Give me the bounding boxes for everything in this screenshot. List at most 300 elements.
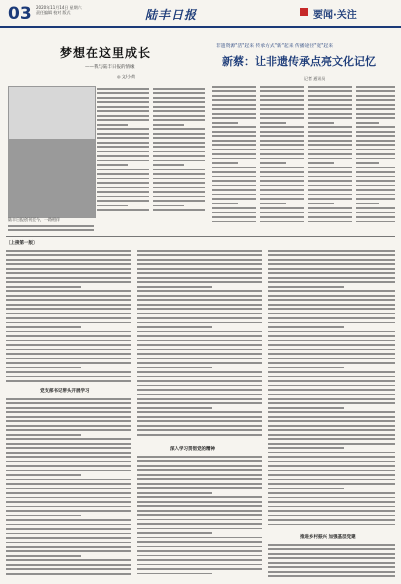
text-line (268, 317, 395, 319)
left-text-column-0 (8, 225, 94, 234)
text-line (6, 524, 131, 526)
text-line (6, 533, 131, 535)
text-line (308, 221, 352, 223)
text-line (268, 335, 395, 337)
text-line (212, 108, 256, 110)
text-line (260, 207, 304, 209)
text-line (268, 349, 395, 351)
text-line (97, 200, 149, 202)
text-line (268, 575, 395, 577)
text-line (260, 180, 304, 182)
text-line (137, 474, 262, 476)
text-line (268, 367, 344, 369)
text-line (6, 425, 131, 427)
text-line (268, 452, 395, 454)
text-line (268, 470, 395, 472)
text-line (356, 185, 395, 187)
text-line (153, 164, 184, 166)
text-line (308, 104, 352, 106)
text-line (260, 153, 304, 155)
text-line (137, 496, 262, 498)
text-line (356, 90, 395, 92)
text-line (6, 308, 131, 310)
text-line (260, 99, 304, 101)
text-line (308, 95, 352, 97)
text-line (8, 225, 94, 227)
text-line (268, 566, 395, 568)
text-line (97, 151, 149, 153)
text-line (153, 191, 205, 193)
text-line (356, 108, 395, 110)
issue-date (36, 5, 82, 15)
text-line (6, 488, 131, 490)
text-line (153, 205, 184, 207)
text-line (137, 469, 262, 471)
text-line (6, 497, 131, 499)
text-line (356, 86, 395, 88)
photo-caption: 陆丰日报创刊至今，一路相伴 (8, 217, 60, 222)
text-line (6, 479, 131, 481)
text-line (137, 389, 262, 391)
text-line (308, 167, 352, 169)
lower-subhead-2: 深入学习贯彻党的精神 (170, 447, 215, 452)
right-text-column-3 (308, 86, 352, 225)
text-line (8, 229, 94, 231)
text-line (97, 115, 149, 117)
text-line (97, 178, 149, 180)
text-line (6, 259, 131, 261)
text-line (260, 216, 304, 218)
text-line (308, 149, 352, 151)
text-line (268, 420, 395, 422)
text-line (6, 416, 131, 418)
text-line (97, 137, 149, 139)
text-line (6, 371, 131, 373)
text-line (137, 510, 262, 512)
text-line (6, 254, 131, 256)
text-line (268, 461, 395, 463)
text-line (260, 131, 304, 133)
text-line (260, 149, 304, 151)
text-line (137, 322, 262, 324)
text-line (6, 349, 131, 351)
text-line (356, 104, 395, 106)
text-line (153, 169, 205, 171)
text-line (137, 411, 262, 413)
text-line (137, 277, 262, 279)
text-line (268, 510, 395, 512)
text-line (6, 281, 131, 283)
text-line (137, 460, 262, 462)
text-line (356, 167, 395, 169)
text-line (6, 313, 131, 315)
text-line (268, 308, 395, 310)
text-line (6, 461, 131, 463)
text-line (212, 131, 256, 133)
text-line (308, 212, 352, 214)
text-line (137, 308, 262, 310)
text-line (6, 299, 131, 301)
text-line (137, 263, 262, 265)
text-line (212, 207, 256, 209)
text-line (268, 429, 395, 431)
text-line (260, 221, 304, 223)
text-line (356, 149, 395, 151)
text-line (308, 126, 352, 128)
text-line (6, 326, 81, 328)
text-line (137, 250, 262, 252)
text-line (137, 420, 262, 422)
text-line (6, 474, 81, 476)
text-line (153, 115, 205, 117)
text-line (137, 492, 212, 494)
text-line (308, 171, 352, 173)
text-line (137, 398, 262, 400)
text-line (6, 429, 131, 431)
text-line (6, 519, 131, 521)
text-line (268, 295, 395, 297)
text-line (97, 187, 149, 189)
text-line (268, 380, 395, 382)
text-line (97, 169, 149, 171)
newspaper-logo: 陆丰日报 (145, 8, 198, 22)
text-line (97, 92, 149, 94)
text-line (137, 555, 262, 557)
lower-text-column-1b (6, 398, 131, 577)
text-line (268, 524, 395, 526)
text-line (153, 151, 205, 153)
right-text-column-2 (260, 86, 304, 225)
text-line (137, 295, 262, 297)
text-line (137, 335, 262, 337)
text-line (153, 92, 205, 94)
text-line (97, 155, 149, 157)
text-line (6, 568, 131, 570)
text-line (137, 380, 262, 382)
text-line (6, 501, 131, 503)
text-line (260, 171, 304, 173)
text-line (137, 434, 262, 436)
text-line (268, 411, 395, 413)
text-line (153, 133, 205, 135)
text-line (268, 407, 344, 409)
text-line (137, 501, 262, 503)
text-line (6, 528, 131, 530)
text-line (137, 425, 262, 427)
text-line (260, 189, 304, 191)
text-line (268, 286, 344, 288)
text-line (268, 290, 395, 292)
text-line (153, 119, 205, 121)
text-line (212, 221, 256, 223)
text-line (268, 344, 395, 346)
text-line (212, 149, 256, 151)
date-line-1: 2020年11月14日 星期六 (36, 5, 82, 10)
text-line (6, 263, 131, 265)
text-line (260, 108, 304, 110)
text-line (97, 110, 149, 112)
text-line (137, 268, 262, 270)
text-line (268, 465, 395, 467)
left-article-title: 梦想在这里成长 (60, 46, 152, 60)
text-line (153, 110, 205, 112)
text-line (212, 122, 238, 124)
text-line (308, 117, 352, 119)
text-line (6, 272, 131, 274)
text-line (97, 88, 149, 90)
text-line (6, 286, 81, 288)
text-line (212, 194, 256, 196)
text-line (212, 104, 256, 106)
text-line (153, 173, 205, 175)
text-line (260, 176, 304, 178)
text-line (308, 176, 352, 178)
text-line (356, 203, 379, 205)
text-line (268, 506, 395, 508)
text-line (137, 299, 262, 301)
text-line (212, 95, 256, 97)
text-line (308, 180, 352, 182)
masthead (0, 0, 401, 28)
text-line (260, 117, 304, 119)
text-line (97, 133, 149, 135)
text-line (137, 362, 262, 364)
text-line (356, 216, 395, 218)
text-line (153, 106, 205, 108)
text-line (6, 564, 131, 566)
text-line (308, 108, 352, 110)
text-line (268, 519, 395, 521)
text-line (308, 203, 334, 205)
text-line (137, 313, 262, 315)
text-line (268, 340, 395, 342)
text-line (356, 153, 395, 155)
text-line (6, 492, 131, 494)
text-line (137, 326, 212, 328)
text-line (268, 571, 395, 573)
text-line (153, 200, 205, 202)
text-line (6, 277, 131, 279)
text-line (97, 97, 149, 99)
text-line (260, 162, 286, 164)
text-line (137, 465, 262, 467)
text-line (212, 153, 256, 155)
text-line (308, 122, 334, 124)
text-line (260, 167, 304, 169)
text-line (268, 250, 395, 252)
text-line (260, 113, 304, 115)
text-line (212, 176, 256, 178)
left-text-column-2 (153, 88, 205, 214)
text-line (6, 331, 131, 333)
text-line (137, 407, 212, 409)
text-line (212, 212, 256, 214)
text-line (137, 478, 262, 480)
text-line (212, 180, 256, 182)
lower-text-column-1a (6, 250, 131, 385)
text-line (97, 205, 128, 207)
text-line (137, 344, 262, 346)
text-line (137, 331, 262, 333)
text-line (268, 272, 395, 274)
text-line (153, 209, 205, 211)
text-line (6, 380, 131, 382)
text-line (260, 198, 304, 200)
text-line (6, 268, 131, 270)
text-line (6, 362, 131, 364)
text-line (212, 185, 256, 187)
text-line (6, 358, 131, 360)
text-line (97, 182, 149, 184)
text-line (308, 140, 352, 142)
text-line (268, 474, 395, 476)
text-line (356, 95, 395, 97)
text-line (137, 394, 262, 396)
text-line (137, 537, 262, 539)
text-line (308, 189, 352, 191)
text-line (268, 501, 395, 503)
text-line (6, 407, 131, 409)
lower-subhead-3: 推进乡村振兴 加强基层党建 (300, 535, 356, 540)
text-line (268, 488, 344, 490)
text-line (212, 198, 256, 200)
text-line (356, 131, 395, 133)
text-line (260, 158, 304, 160)
text-line (212, 189, 256, 191)
text-line (137, 541, 262, 543)
text-line (6, 353, 131, 355)
text-line (260, 104, 304, 106)
text-line (137, 514, 262, 516)
text-line (268, 313, 395, 315)
left-article-subtitle: ——我与陆丰日报的情缘 (85, 65, 135, 70)
text-line (137, 523, 262, 525)
text-line (268, 398, 395, 400)
text-line (268, 456, 395, 458)
text-line (212, 216, 256, 218)
text-line (137, 358, 262, 360)
text-line (6, 434, 81, 436)
text-line (6, 344, 131, 346)
text-line (6, 290, 131, 292)
text-line (153, 101, 205, 103)
text-line (6, 402, 131, 404)
text-line (137, 385, 262, 387)
text-line (268, 277, 395, 279)
text-line (268, 483, 395, 485)
text-line (268, 281, 395, 283)
text-line (6, 322, 131, 324)
text-line (137, 429, 262, 431)
text-line (308, 99, 352, 101)
text-line (356, 180, 395, 182)
text-line (268, 562, 395, 564)
text-line (6, 515, 81, 517)
text-line (268, 353, 395, 355)
text-line (6, 456, 131, 458)
text-line (137, 371, 262, 373)
text-line (6, 542, 131, 544)
text-line (308, 198, 352, 200)
text-line (137, 281, 262, 283)
text-line (356, 198, 395, 200)
text-line (6, 367, 81, 369)
right-text-column-4 (356, 86, 395, 225)
text-line (268, 389, 395, 391)
text-line (268, 254, 395, 256)
text-line (6, 295, 131, 297)
text-line (97, 119, 149, 121)
text-line (6, 483, 131, 485)
text-line (308, 153, 352, 155)
text-line (97, 128, 149, 130)
text-line (153, 155, 205, 157)
text-line (6, 555, 81, 557)
text-line (308, 216, 352, 218)
text-line (137, 487, 262, 489)
text-line (268, 371, 395, 373)
text-line (356, 189, 395, 191)
text-line (153, 88, 205, 90)
text-line (6, 452, 131, 454)
text-line (356, 212, 395, 214)
text-line (308, 185, 352, 187)
text-line (153, 146, 205, 148)
text-line (137, 456, 262, 458)
right-article-title: 新蔡：让非遗传承点亮文化记忆 (222, 55, 376, 68)
text-line (153, 182, 205, 184)
text-line (137, 254, 262, 256)
photo-ground (9, 139, 95, 217)
text-line (260, 95, 304, 97)
text-line (153, 178, 205, 180)
text-line (97, 142, 149, 144)
text-line (268, 385, 395, 387)
text-line (6, 317, 131, 319)
section-name: 要闻·关注 (313, 10, 357, 21)
text-line (260, 203, 286, 205)
text-line (268, 362, 395, 364)
text-line (308, 207, 352, 209)
text-line (137, 349, 262, 351)
text-line (137, 402, 262, 404)
text-line (212, 158, 256, 160)
text-line (6, 447, 131, 449)
text-line (137, 340, 262, 342)
text-line (212, 203, 238, 205)
text-line (137, 304, 262, 306)
text-line (97, 209, 149, 211)
text-line (308, 90, 352, 92)
text-line (260, 144, 304, 146)
text-line (212, 126, 256, 128)
text-line (6, 546, 131, 548)
text-line (308, 135, 352, 137)
text-line (97, 146, 149, 148)
text-line (356, 135, 395, 137)
lower-subhead-1: 党支部书记带头开展学习 (40, 389, 90, 394)
text-line (137, 559, 262, 561)
text-line (153, 160, 205, 162)
text-line (6, 510, 131, 512)
text-line (212, 117, 256, 119)
text-line (97, 164, 128, 166)
text-line (137, 259, 262, 261)
text-line (356, 194, 395, 196)
text-line (268, 548, 395, 550)
text-line (268, 443, 395, 445)
text-line (260, 122, 286, 124)
